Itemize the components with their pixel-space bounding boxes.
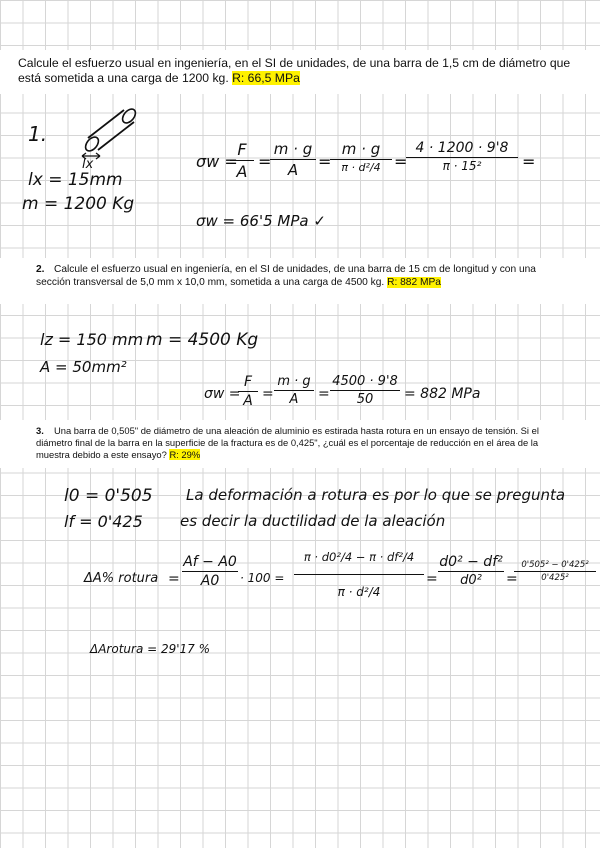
p2-f3-den: 50 [356, 392, 374, 407]
problem-3-statement: Una barra de 0,505" de diámetro de una aleación de aluminio es estirada hasta rotura en un ensayo de tensión. Si el diámetro final de la barra en la superficie de la fractura es de 0,425", ¿cuál es el porcentaje de reducción en el área de la muestra debido a este ensayo? [36, 425, 539, 460]
p1-f1-num: F [237, 140, 247, 159]
p3-fraction-3 [438, 554, 504, 588]
p3-f4-den: 0'425² [541, 573, 569, 583]
p3-result: ΔArotura = 29'17 % [90, 642, 211, 656]
p3-times-100: · 100 = [240, 571, 285, 585]
p1-f4-bar [406, 157, 518, 158]
p2-f1-bar [238, 391, 258, 392]
p2-f3-bar [330, 390, 400, 391]
p1-f4-num: 4 · 1200 · 9'8 [415, 140, 509, 156]
problem-2-statement-block [36, 264, 556, 290]
bar-sketch [80, 100, 150, 160]
problem-1-label: 1. [28, 122, 48, 146]
problem-1-answer: R: 66,5 MPa [232, 71, 300, 86]
problem-1-statement-block [18, 56, 583, 87]
p2-eq-2: = [318, 386, 330, 402]
lx-value: lx = 15mm [28, 170, 123, 190]
p1-fraction-1 [230, 140, 254, 181]
p3-f4-bar [514, 571, 596, 572]
p2-mass: m = 4500 Kg [146, 330, 259, 350]
problem-3-statement-block [36, 425, 566, 460]
p1-f1-den: A [236, 162, 248, 181]
p1-eq-3: = [394, 152, 408, 171]
p2-eq-1: = [262, 386, 274, 402]
problem-2-number: 2. [36, 264, 45, 275]
p3-f3-den: d0² [460, 573, 482, 588]
problem-2-answer: R: 882 MPa [387, 276, 441, 288]
p3-eq-2: = [426, 571, 438, 587]
p1-fraction-4 [406, 140, 518, 173]
p1-f2-bar [270, 159, 316, 160]
p3-note-line-2: es decir la ductilidad de la aleación [180, 512, 446, 530]
p1-f3-num: m · g [341, 140, 381, 158]
p3-f1-num: Af − A0 [183, 554, 237, 570]
p1-f3-bar [330, 159, 392, 160]
p2-f2-den: A [289, 392, 299, 407]
p3-f1-bar [182, 571, 238, 572]
p3-fraction-1 [182, 554, 238, 589]
p2-f1-den: A [243, 393, 253, 409]
p3-l0: l0 = 0'505 [64, 486, 153, 506]
p2-fraction-1 [238, 374, 258, 409]
p1-eq-2: = [318, 152, 332, 171]
p1-f2-den: A [287, 161, 299, 179]
p3-f1-den: A0 [200, 573, 220, 589]
p1-sigma: σw = [196, 152, 238, 171]
p3-f3-num: d0² − df² [439, 554, 503, 570]
p2-area: A = 50mm² [40, 358, 127, 376]
p3-eq-1: = [168, 571, 180, 587]
p3-note-line-1: La deformación a rotura es por lo que se pregunta [186, 486, 566, 504]
p2-sigma: σw = [204, 386, 241, 402]
p2-f1-num: F [243, 374, 253, 390]
p3-f3-bar [438, 571, 504, 572]
mass-value: m = 1200 Kg [22, 194, 135, 214]
p1-result: σw = 66'5 MPa ✓ [196, 212, 326, 230]
p1-f2-num: m · g [273, 140, 313, 158]
p2-f2-num: m · g [277, 374, 311, 389]
p2-f3-num: 4500 · 9'8 [332, 374, 398, 389]
p3-f2-num: π · d0²/4 − π · df²/4 [303, 550, 415, 564]
p1-eq-4: = [522, 152, 536, 171]
p3-fraction-4 [514, 560, 596, 583]
p3-f4-num: 0'505² − 0'425² [521, 560, 589, 570]
p2-f2-bar [274, 390, 314, 391]
p1-f3-den: π · d²/4 [341, 161, 381, 174]
p1-eq-1: = [258, 152, 272, 171]
problem-3-answer: R: 29% [169, 448, 201, 460]
p1-fraction-2 [270, 140, 316, 179]
problem-1-statement: Calcule el esfuerzo usual en ingeniería, en el SI de unidades, de una barra de 1,5 cm de diámetro que está sometida a una carga de 1200 kg. [18, 56, 571, 86]
problem-3-number: 3. [36, 425, 44, 436]
p1-fraction-3 [330, 140, 392, 174]
p1-f4-den: π · 15² [442, 159, 482, 173]
lx-marker: lx [82, 157, 94, 172]
p2-fraction-3 [330, 374, 400, 407]
p3-lhs: ΔA% rotura [84, 571, 159, 586]
problem-2-statement: Calcule el esfuerzo usual en ingeniería, en el SI de unidades, de una barra de 15 cm de longitud y con una sección transversal de 5,0 mm x 10,0 mm, sometida a una carga de 4500 kg. [36, 264, 536, 288]
p1-f1-bar [230, 160, 254, 161]
p2-length: lz = 150 mm [40, 330, 144, 349]
p3-f2-bar [294, 574, 424, 575]
p3-lf: lf = 0'425 [64, 512, 143, 531]
p2-result: = 882 MPa [404, 386, 481, 402]
p3-fraction-2 [294, 550, 424, 599]
p3-f2-den: π · d²/4 [337, 585, 381, 599]
p3-eq-3: = [506, 571, 518, 587]
p2-fraction-2 [274, 374, 314, 407]
